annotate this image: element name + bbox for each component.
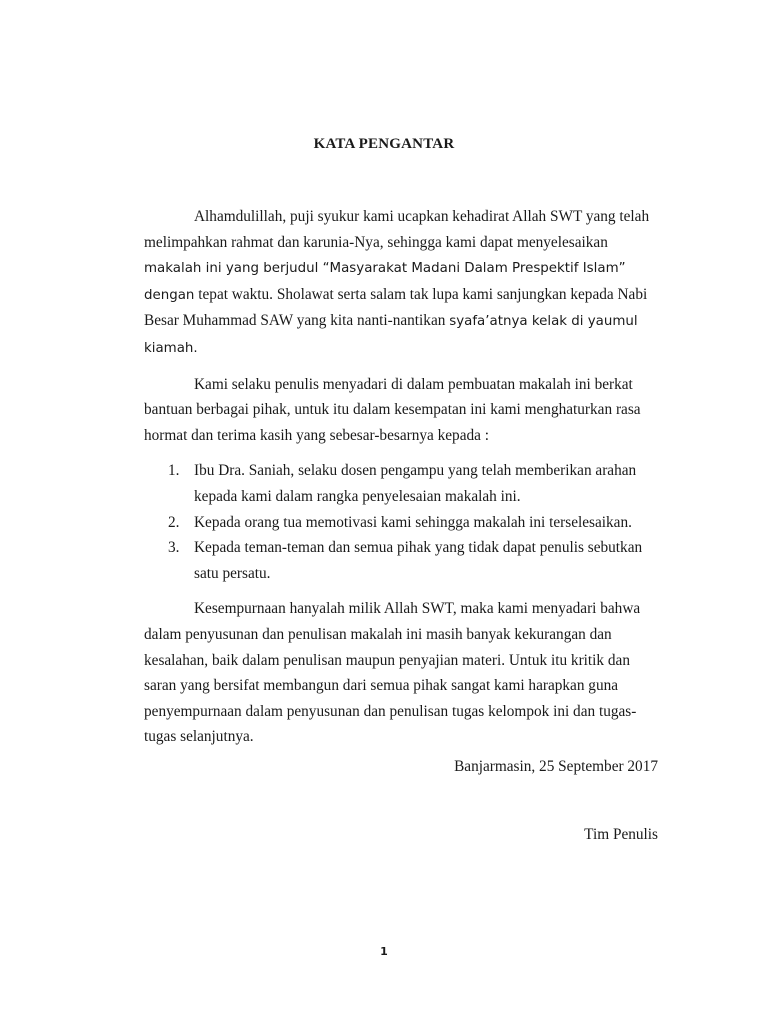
list-item-text: Kepada orang tua memotivasi kami sehingga makalah ini terselesaikan. — [194, 513, 632, 531]
paragraph-opening-part-a: Alhamdulillah, puji syukur kami ucapkan kehadirat Allah SWT yang telah melimpahkan rahmat dan karunia-Nya, sehingga kami dapat menyelesaikan — [144, 208, 650, 251]
list-item — [144, 458, 650, 509]
place-date: Banjarmasin, 25 September 2017 — [454, 758, 658, 775]
list-item-number: 2. — [168, 513, 180, 531]
paragraph-thanks: Kami selaku penulis menyadari di dalam pembuatan makalah ini berkat bantuan berbagai pihak, untuk itu dalam kesempatan ini kami menghaturkan rasa hormat dan terima kasih yang sebesar-besarnya kepada : — [144, 375, 641, 444]
page-title: KATA PENGANTAR — [313, 136, 455, 152]
thanks-list — [144, 458, 650, 586]
document-body — [144, 204, 650, 760]
paragraph-opening-part-b: makalah ini yang berjudul “Masyarakat Madani Dalam Prespektif Islam” dengan — [144, 261, 626, 303]
list-item — [144, 535, 650, 586]
paragraph-opening-part-d: syafa’atnya kelak di yaumul kiamah. — [144, 314, 638, 356]
paragraph-opening — [144, 204, 650, 362]
paragraph-closing: Kesempurnaan hanyalah milik Allah SWT, maka kami menyadari bahwa dalam penyusunan dan penulisan makalah ini masih banyak kekurangan dan kesalahan, baik dalam penulisan maupun penyajian materi. Untuk itu kritik dan saran yang bersifat membangun dari semua pihak sangat kami harapkan guna penyempurnaan dalam penyusunan dan penulisan tugas kelompok ini dan tugas-tugas selanjutnya. — [144, 600, 641, 746]
list-item — [144, 510, 650, 536]
paragraph-opening-part-c: tepat waktu. Sholawat serta salam tak lupa kami sanjungkan kepada Nabi Besar Muhammad SAW yang kita nanti-nantikan — [144, 285, 648, 330]
list-item-number: 1. — [168, 462, 180, 480]
signature: Tim Penulis — [584, 826, 658, 843]
list-item-text: Kepada teman-teman dan semua pihak yang tidak dapat penulis sebutkan satu persatu. — [194, 539, 643, 582]
page-number: 1 — [380, 945, 388, 958]
list-item-number: 3. — [168, 539, 180, 557]
list-item-text: Ibu Dra. Saniah, selaku dosen pengampu yang telah memberikan arahan kepada kami dalam rangka penyelesaian makalah ini. — [194, 462, 637, 505]
